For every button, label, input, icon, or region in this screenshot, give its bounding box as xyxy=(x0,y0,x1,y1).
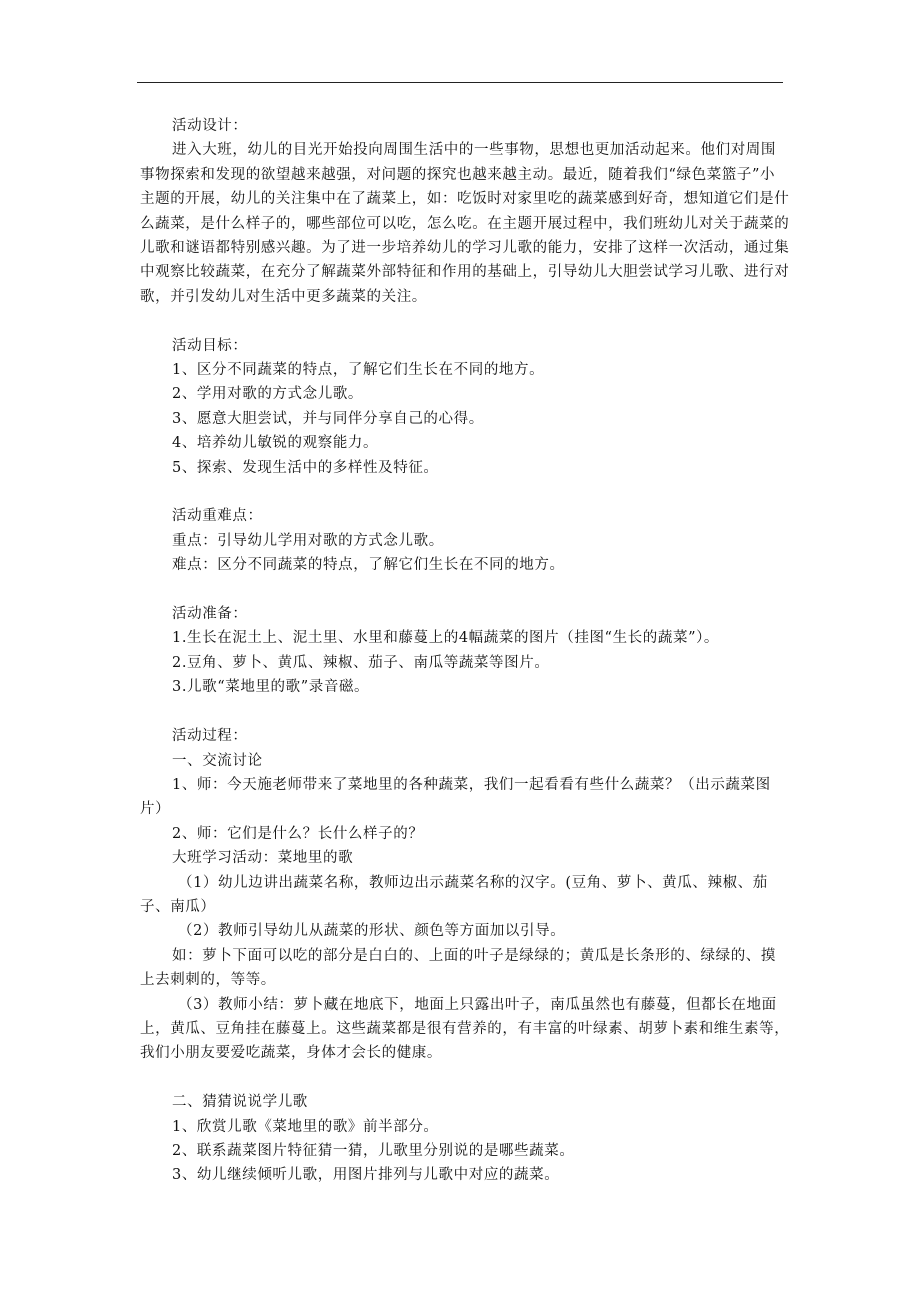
key-point-item: 重点：引导幼儿学用对歌的方式念儿歌。 xyxy=(172,532,444,549)
process-step: 2、联系蔬菜图片特征猜一猜，儿歌里分别说的是哪些蔬菜。 xyxy=(172,1142,575,1159)
process-part-title: 一、交流讨论 xyxy=(172,752,263,769)
process-step: 1、欣赏儿歌《菜地里的歌》前半部分。 xyxy=(172,1118,439,1135)
section-activity-goals xyxy=(140,334,790,480)
blank-line xyxy=(140,480,790,504)
key-point-item: 难点：区分不同蔬菜的特点，了解它们生长在不同的地方。 xyxy=(172,557,565,574)
preparation-item: 3.儿歌“菜地里的歌”录音磁。 xyxy=(172,679,370,696)
section-heading: 活动准备： xyxy=(172,606,248,623)
goal-item: 5、探索、发现生活中的多样性及特征。 xyxy=(172,459,439,476)
process-step: 1、师：今天施老师带来了菜地里的各种蔬菜，我们一起看看有些什么蔬菜？（出示蔬菜图片） xyxy=(140,776,771,818)
blank-line xyxy=(140,309,790,333)
process-step: 2、师：它们是什么？长什么样子的？ xyxy=(172,825,424,842)
blank-line xyxy=(140,1066,790,1090)
process-part-title: 二、猜猜说说学儿歌 xyxy=(172,1094,308,1111)
document-body xyxy=(140,114,790,1188)
section-heading: 活动设计： xyxy=(172,118,248,134)
design-paragraph: 进入大班，幼儿的目光开始投向周围生活中的一些事物，思想也更加活动起来。他们对周围事物探索和发现的欲望越来越强，对问题的探究也越来越主动。最近，随着我们“绿色菜篮子”小主题的开展，幼儿的关注集中在了蔬菜上，如：吃饭时对家里吃的蔬菜感到好奇，想知道它们是什么蔬菜，是什么样子的，哪些部位可以吃，怎么吃。在主题开展过程中，我们班幼儿对关于蔬菜的儿歌和谜语都特别感兴趣。为了进一步培养幼儿的学习儿歌的能力，安排了这样一次活动，通过集中观察比较蔬菜，在充分了解蔬菜外部特征和作用的基础上，引导幼儿大胆尝试学习儿歌、进行对歌，并引发幼儿对生活中更多蔬菜的关注。 xyxy=(140,142,790,305)
section-heading: 活动目标： xyxy=(172,337,248,354)
process-substep: （3）教师小结：萝卜藏在地底下，地面上只露出叶子，南瓜虽然也有藤蔓，但都长在地面上，黄瓜、豆角挂在藤蔓上。这些蔬菜都是很有营养的，有丰富的叶绿素、胡萝卜素和维生素等，我们小朋友要爱吃蔬菜，身体才会长的健康。 xyxy=(140,996,790,1062)
goal-item: 1、区分不同蔬菜的特点，了解它们生长在不同的地方。 xyxy=(172,362,545,379)
section-process xyxy=(140,724,790,1188)
goal-item: 4、培养幼儿敏锐的观察能力。 xyxy=(172,435,379,452)
section-activity-design xyxy=(140,114,790,309)
goal-item: 2、学用对歌的方式念儿歌。 xyxy=(172,386,364,403)
activity-title: 大班学习活动：菜地里的歌 xyxy=(172,850,354,867)
section-heading: 活动过程： xyxy=(172,728,248,745)
process-substep: （1）幼儿边讲出蔬菜名称，教师边出示蔬菜名称的汉字。(豆角、萝卜、黄瓜、辣椒、茄子、南瓜） xyxy=(140,874,768,915)
section-heading: 活动重难点： xyxy=(172,508,263,525)
goal-item: 3、愿意大胆尝试，并与同伴分享自己的心得。 xyxy=(172,410,484,427)
section-key-points xyxy=(140,504,790,577)
blank-line xyxy=(140,700,790,724)
preparation-item: 2.豆角、萝卜、黄瓜、辣椒、茄子、南瓜等蔬菜等图片。 xyxy=(172,654,550,671)
preparation-item: 1.生长在泥土上、泥土里、水里和藤蔓上的4幅蔬菜的图片（挂图“生长的蔬菜”）。 xyxy=(172,630,720,647)
section-preparation xyxy=(140,602,790,700)
process-step: 3、幼儿继续倾听儿歌，用图片排列与儿歌中对应的蔬菜。 xyxy=(172,1167,560,1184)
process-example: 如：萝卜下面可以吃的部分是白白的、上面的叶子是绿绿的；黄瓜是长条形的、绿绿的、摸上去刺刺的，等等。 xyxy=(140,947,776,989)
blank-line xyxy=(140,578,790,602)
header-rule xyxy=(137,82,783,83)
process-substep: （2）教师引导幼儿从蔬菜的形状、颜色等方面加以引导。 xyxy=(178,923,566,940)
